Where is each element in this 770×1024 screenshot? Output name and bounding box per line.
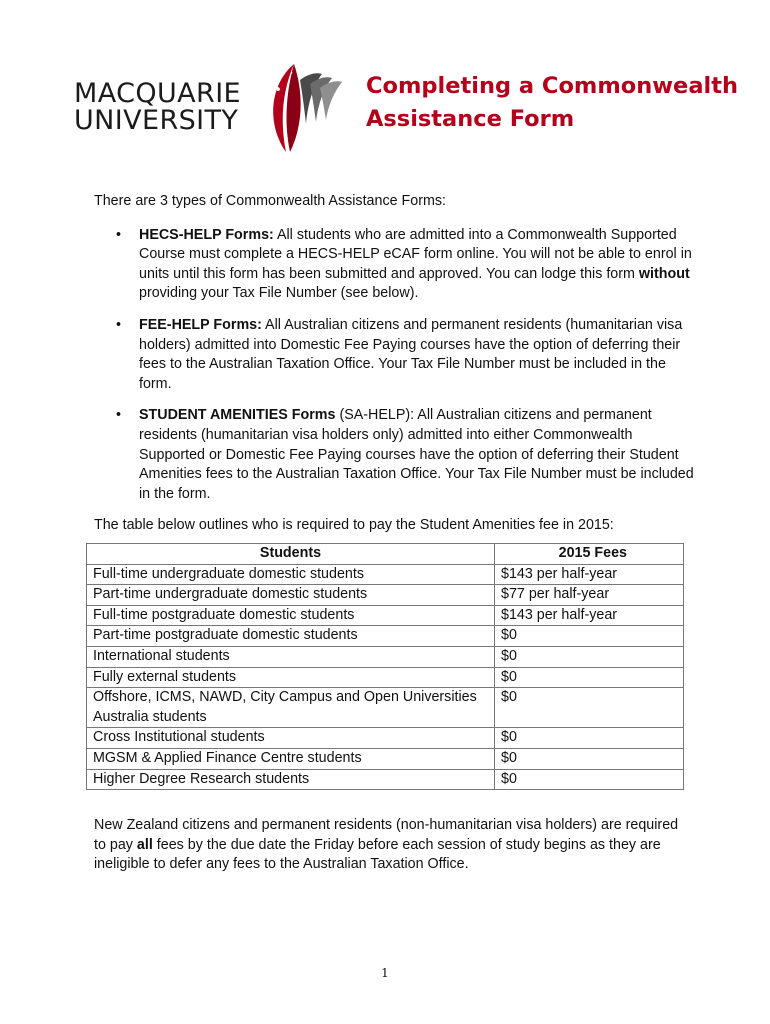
- column-header-students: Students: [87, 544, 495, 565]
- document-header: [70, 62, 738, 158]
- fee-cell: $0: [495, 626, 684, 647]
- list-item-student-amenities: [94, 406, 694, 504]
- title-line1: Completing a Commonwealth: [366, 73, 738, 99]
- student-cell: Part-time undergraduate domestic students: [87, 585, 495, 606]
- student-cell: MGSM & Applied Finance Centre students: [87, 748, 495, 769]
- student-cell: Part-time postgraduate domestic students: [87, 626, 495, 647]
- table-row: [87, 605, 684, 626]
- table-row: [87, 626, 684, 647]
- student-cell: Full-time undergraduate domestic students: [87, 564, 495, 585]
- table-row: [87, 564, 684, 585]
- page-number: 1: [381, 966, 389, 980]
- table-header-row: [87, 544, 684, 565]
- note-text-end: fees by the due date the Friday before each session of study begins as they are ineligible to defer any fees to the Australian Taxation Office.: [94, 836, 661, 873]
- student-amenities-text: (SA-HELP): All Australian citizens and permanent residents (humanitarian visa holders only) admitted into either Commonwealth Supported or Domestic Fee Paying courses have the option of deferring their Student Amenities fees to the Australian Taxation Office. Your Tax File Number must be included in the form.: [139, 407, 694, 502]
- fee-help-text: All Australian citizens and permanent residents (humanitarian visa holders) admitted into Domestic Fee Paying courses have the option of deferring their fees to the Australian Taxation Office. Your Tax File Number must be included in the form.: [139, 316, 683, 392]
- bullet-icon: •: [116, 407, 122, 424]
- document-title: [366, 70, 738, 136]
- list-item-hecs-help: [94, 226, 694, 304]
- fee-help-label: FEE-HELP Forms:: [139, 316, 262, 333]
- fee-cell: $0: [495, 688, 684, 728]
- fee-cell: $143 per half-year: [495, 564, 684, 585]
- note-text: New Zealand citizens and permanent residents (non-humanitarian visa holders) are required to pay: [94, 817, 679, 853]
- student-cell: International students: [87, 646, 495, 667]
- hecs-help-text-end: providing your Tax File Number (see below).: [139, 285, 419, 302]
- intro-text: There are 3 types of Commonwealth Assistance Forms:: [94, 193, 447, 209]
- university-name-line2: UNIVERSITY: [74, 105, 239, 136]
- hecs-help-label: HECS-HELP Forms:: [139, 226, 274, 243]
- bullet-icon: •: [116, 316, 122, 333]
- table-row: [87, 667, 684, 688]
- university-name-line1: MACQUARIE: [74, 78, 242, 109]
- form-types-list: [94, 226, 694, 505]
- fee-cell: $0: [495, 769, 684, 790]
- bullet-icon: •: [116, 226, 122, 243]
- fee-cell: $143 per half-year: [495, 605, 684, 626]
- fee-cell: $0: [495, 667, 684, 688]
- student-cell: Fully external students: [87, 667, 495, 688]
- student-cell: Higher Degree Research students: [87, 769, 495, 790]
- table-row: [87, 748, 684, 769]
- student-cell: Cross Institutional students: [87, 728, 495, 749]
- amenities-fee-table: [86, 543, 684, 790]
- main-content: [94, 192, 694, 545]
- university-wordmark: [74, 80, 241, 134]
- fee-cell: $0: [495, 646, 684, 667]
- title-line2: Assistance Form: [366, 106, 575, 132]
- column-header-fees: 2015 Fees: [495, 544, 684, 565]
- table-row: [87, 769, 684, 790]
- hecs-help-emphasis: without: [638, 265, 690, 282]
- fee-cell: $0: [495, 728, 684, 749]
- table-row: [87, 728, 684, 749]
- note-emphasis: all: [136, 836, 153, 853]
- student-cell: Full-time postgraduate domestic students: [87, 605, 495, 626]
- hecs-help-text: All students who are admitted into a Commonwealth Supported Course must complete a HECS-HELP eCAF form online. You will not be able to enrol in units until this form has been submitted and approved. You can lodge this form: [139, 226, 692, 282]
- student-amenities-label: STUDENT AMENITIES Forms: [139, 407, 336, 424]
- fee-cell: $77 per half-year: [495, 585, 684, 606]
- macquarie-lighthouse-logo-icon: [256, 62, 346, 154]
- table-row: [87, 585, 684, 606]
- table-intro-text: The table below outlines who is required to pay the Student Amenities fee in 2015:: [94, 517, 614, 534]
- table-row: [87, 646, 684, 667]
- new-zealand-note: [94, 816, 684, 875]
- table-row: [87, 688, 684, 728]
- student-cell: Offshore, ICMS, NAWD, City Campus and Open Universities Australia students: [87, 688, 495, 728]
- fee-cell: $0: [495, 748, 684, 769]
- list-item-fee-help: [94, 316, 694, 394]
